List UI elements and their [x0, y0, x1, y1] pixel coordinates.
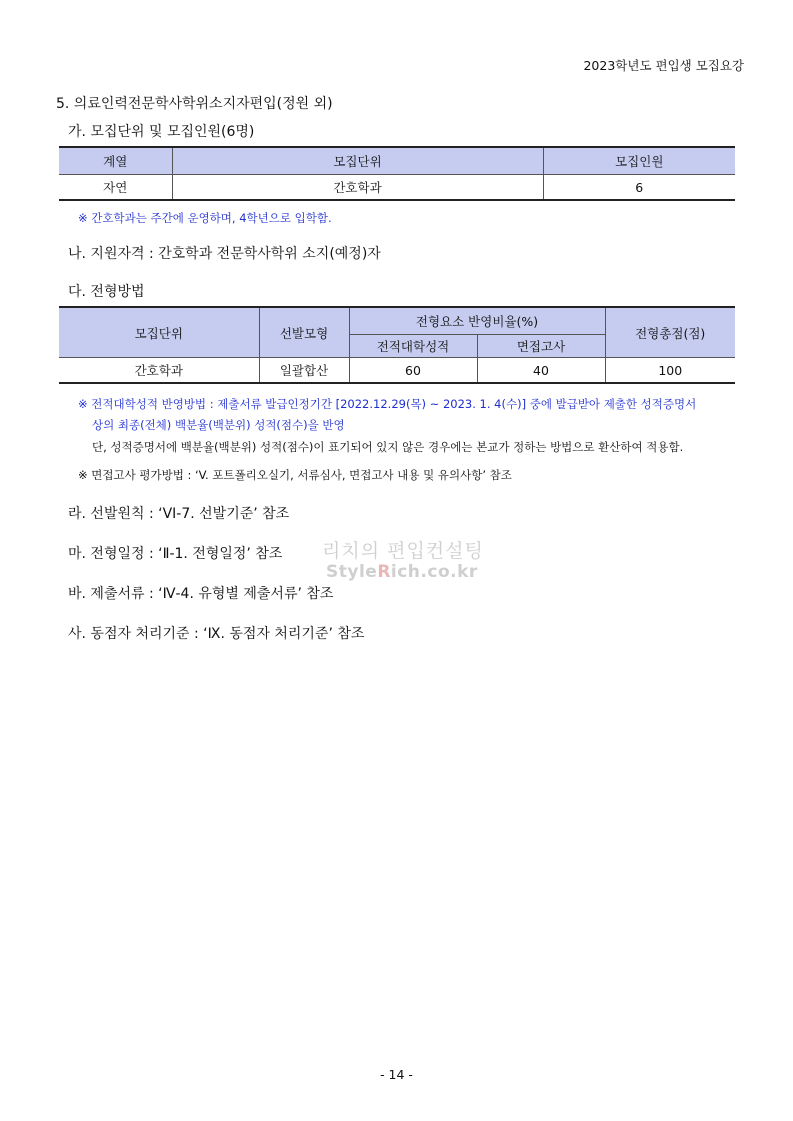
table-cell: 40	[477, 358, 605, 384]
note-grade-method-line1: ※ 전적대학성적 반영방법 : 제출서류 발급인정기간 [2022.12.29(목) ~ 2023. 1. 4(수)] 중에 발급받아 제출한 성적증명서	[78, 397, 697, 411]
header-cell: 선발모형	[259, 307, 349, 358]
watermark-url	[326, 562, 478, 582]
table-row	[59, 175, 735, 201]
watermark-url-part: Style	[326, 562, 378, 582]
sub-heading-ba: 바. 제출서류 : ‘Ⅳ-4. 유형별 제출서류’ 참조	[68, 586, 334, 602]
table-cell: 자연	[59, 175, 172, 201]
sub-heading-sa: 사. 동점자 처리기준 : ‘Ⅸ. 동점자 처리기준’ 참조	[68, 626, 365, 642]
table-cell: 일괄합산	[259, 358, 349, 384]
table-cell: 100	[605, 358, 735, 384]
header-cell: 계열	[59, 147, 172, 175]
header-cell: 전형총점(점)	[605, 307, 735, 358]
table-header-row	[59, 147, 735, 175]
note-nursing-schedule: ※ 간호학과는 주간에 운영하며, 4학년으로 입학함.	[78, 211, 332, 225]
table-cell: 60	[349, 358, 477, 384]
sub-heading-ma: 마. 전형일정 : ‘Ⅱ-1. 전형일정’ 참조	[68, 546, 283, 562]
header-cell: 전형요소 반영비율(%)	[349, 307, 605, 335]
table-cell: 6	[543, 175, 735, 201]
watermark-url-part: ich.co.kr	[390, 562, 478, 582]
sub-heading-ga: 가. 모집단위 및 모집인원(6명)	[68, 124, 255, 140]
header-cell: 모집단위	[59, 307, 259, 358]
sub-heading-na: 나. 지원자격 : 간호학과 전문학사학위 소지(예정)자	[68, 246, 381, 262]
header-cell: 면접고사	[477, 335, 605, 358]
header-cell: 모집인원	[543, 147, 735, 175]
watermark-text: 리치의 편입컨설팅	[322, 540, 484, 562]
table-row	[59, 358, 735, 384]
note-grade-method-line2: 상의 최종(전체) 백분율(백분위) 성적(점수)을 반영	[92, 418, 345, 432]
header-cell: 모집단위	[172, 147, 543, 175]
sub-heading-da: 다. 전형방법	[68, 284, 145, 300]
watermark-url-part: R	[377, 562, 391, 582]
table-cell: 간호학과	[172, 175, 543, 201]
page-header: 2023학년도 편입생 모집요강	[583, 58, 744, 73]
recruitment-table	[59, 146, 735, 201]
table-header-row	[59, 307, 735, 335]
note-grade-method-line3: 단, 성적증명서에 백분율(백분위) 성적(점수)이 표기되어 있지 않은 경우에는 본교가 정하는 방법으로 환산하여 적용함.	[92, 440, 684, 454]
section-title: 5. 의료인력전문학사학위소지자편입(정원 외)	[56, 96, 333, 112]
header-cell: 전적대학성적	[349, 335, 477, 358]
table-cell: 간호학과	[59, 358, 259, 384]
selection-method-table	[59, 306, 735, 384]
note-interview-method: ※ 면접고사 평가방법 : ‘V. 포트폴리오실기, 서류심사, 면접고사 내용 및 유의사항’ 참조	[78, 468, 512, 482]
page-number: - 14 -	[380, 1067, 413, 1082]
sub-heading-ra: 라. 선발원칙 : ‘VI-7. 선발기준’ 참조	[68, 506, 290, 522]
